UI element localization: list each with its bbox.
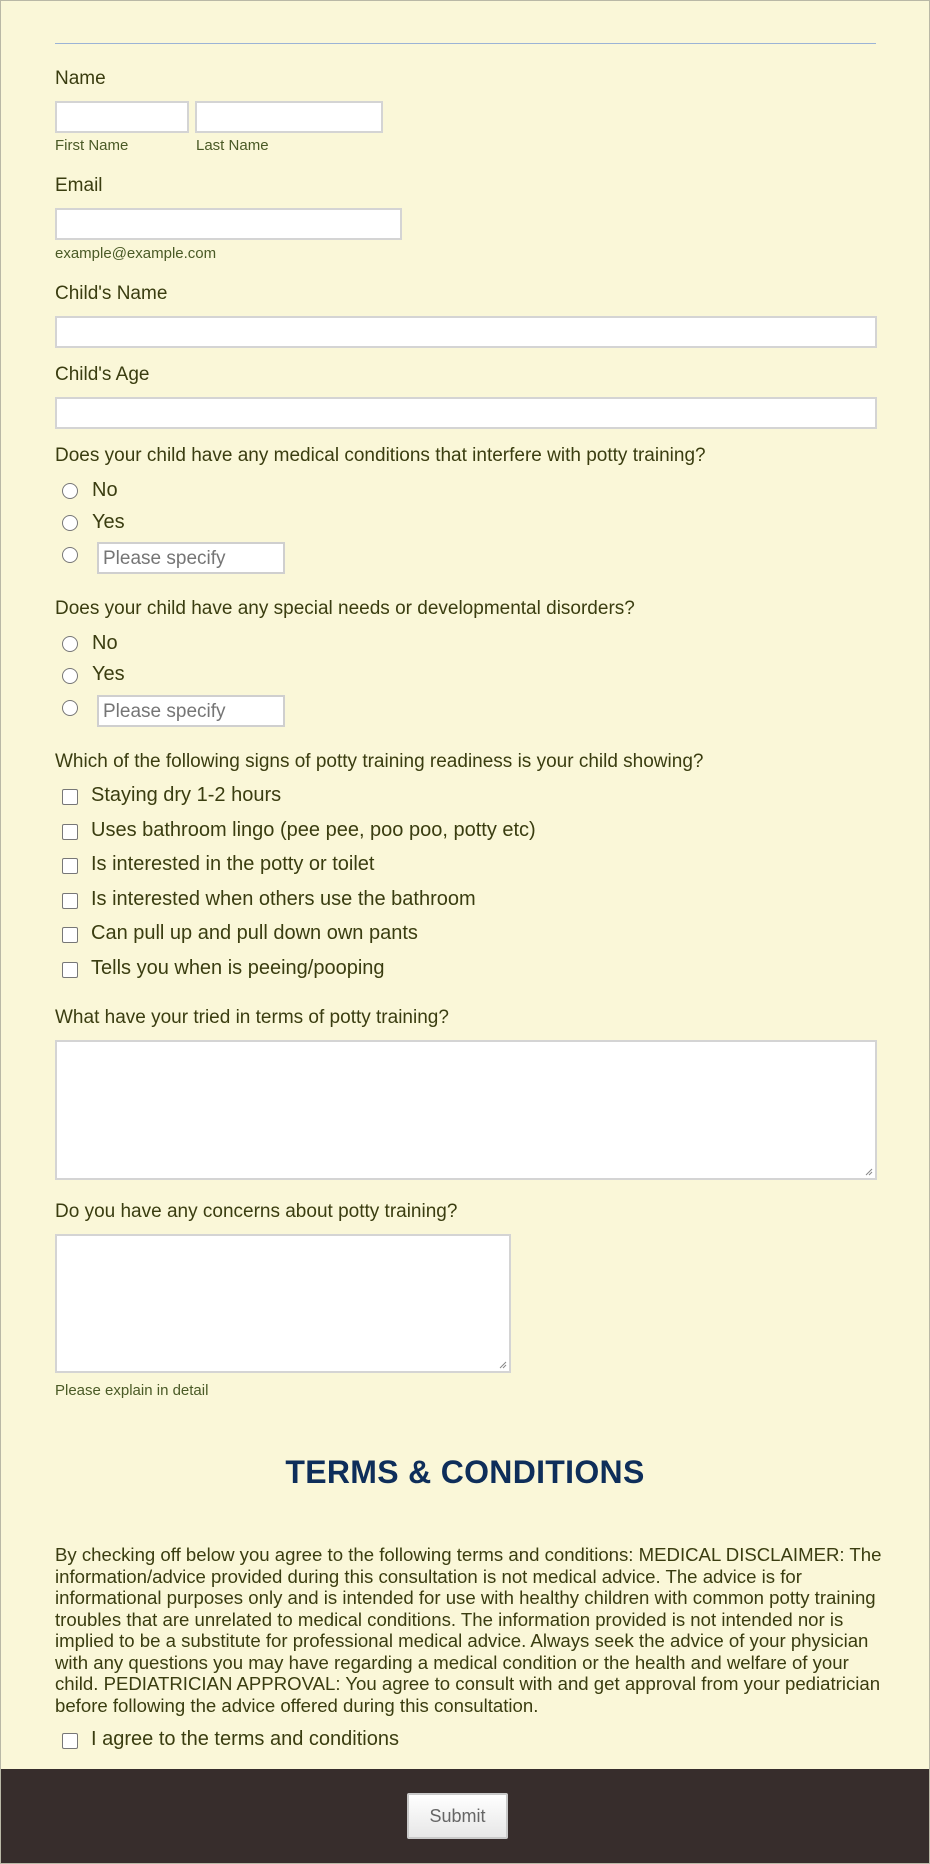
child-age-input[interactable] [55,397,877,429]
top-divider [55,43,876,44]
tried-textarea[interactable] [55,1040,877,1180]
readiness-checkbox[interactable] [62,824,78,840]
readiness-option-label: Is interested when others use the bathroom [91,888,476,910]
terms-heading: TERMS & CONDITIONS [285,1454,645,1490]
medical-other-radio[interactable] [62,547,78,563]
concerns-sublabel: Please explain in detail [55,1382,209,1399]
readiness-option-label: Staying dry 1-2 hours [91,784,282,806]
terms-text: By checking off below you agree to the following terms and conditions: MEDICAL DISCLAIMER: The information/advice provided during this consultation is not medical advice. The advice is for informational purposes only and is intended for use with healthy children with common potty training troubles that are unrelated to medical conditions. The information provided is not intended nor is implied to be a substitute for professional medical advice. Always seek the advice of your physician with any questions you may have regarding a medical condition or the health and welfare of your child. PEDIATRICIAN APPROVAL: You agree to consult with and get approval from your pediatrician before following the advice offered during this consultation. [55,1544,882,1716]
agree-checkbox[interactable] [62,1733,78,1749]
medical-no-radio[interactable] [62,483,78,499]
special-needs-yes-label: Yes [92,663,125,685]
resize-grip-icon[interactable] [863,1166,873,1176]
last-name-input[interactable] [195,101,383,133]
name-label: Name [55,68,106,89]
first-name-input[interactable] [55,101,189,133]
email-label: Email [55,175,103,196]
readiness-checkbox[interactable] [62,927,78,943]
readiness-option-label: Uses bathroom lingo (pee pee, poo poo, potty etc) [91,819,536,841]
special-needs-question: Does your child have any special needs or developmental disorders? [55,598,635,619]
concerns-label: Do you have any concerns about potty training? [55,1201,458,1222]
readiness-option-label: Can pull up and pull down own pants [91,922,418,944]
child-age-label: Child's Age [55,364,150,385]
readiness-checkbox[interactable] [62,893,78,909]
special-needs-specify-input[interactable] [97,695,285,727]
readiness-checkbox[interactable] [62,858,78,874]
agree-label: I agree to the terms and conditions [91,1728,399,1750]
medical-question: Does your child have any medical conditions that interfere with potty training? [55,445,706,466]
medical-specify-input[interactable] [97,542,285,574]
special-needs-yes-radio[interactable] [62,668,78,684]
readiness-question: Which of the following signs of potty training readiness is your child showing? [55,751,704,772]
medical-yes-radio[interactable] [62,515,78,531]
form-footer [1,1769,929,1863]
email-input[interactable] [55,208,402,240]
medical-no-label: No [92,479,118,501]
submit-button[interactable]: Submit [407,1793,508,1839]
readiness-option-label: Tells you when is peeing/pooping [91,957,385,979]
first-name-sublabel: First Name [55,137,129,154]
medical-yes-label: Yes [92,511,125,533]
concerns-textarea[interactable] [55,1234,511,1373]
special-needs-other-radio[interactable] [62,700,78,716]
readiness-checkbox[interactable] [62,789,78,805]
tried-label: What have your tried in terms of potty training? [55,1007,449,1028]
readiness-checkbox[interactable] [62,962,78,978]
resize-grip-icon[interactable] [497,1359,507,1369]
email-sublabel: example@example.com [55,245,217,262]
child-name-input[interactable] [55,316,877,348]
child-name-label: Child's Name [55,283,168,304]
special-needs-no-label: No [92,632,118,654]
special-needs-no-radio[interactable] [62,636,78,652]
readiness-option-label: Is interested in the potty or toilet [91,853,375,875]
last-name-sublabel: Last Name [196,137,269,154]
